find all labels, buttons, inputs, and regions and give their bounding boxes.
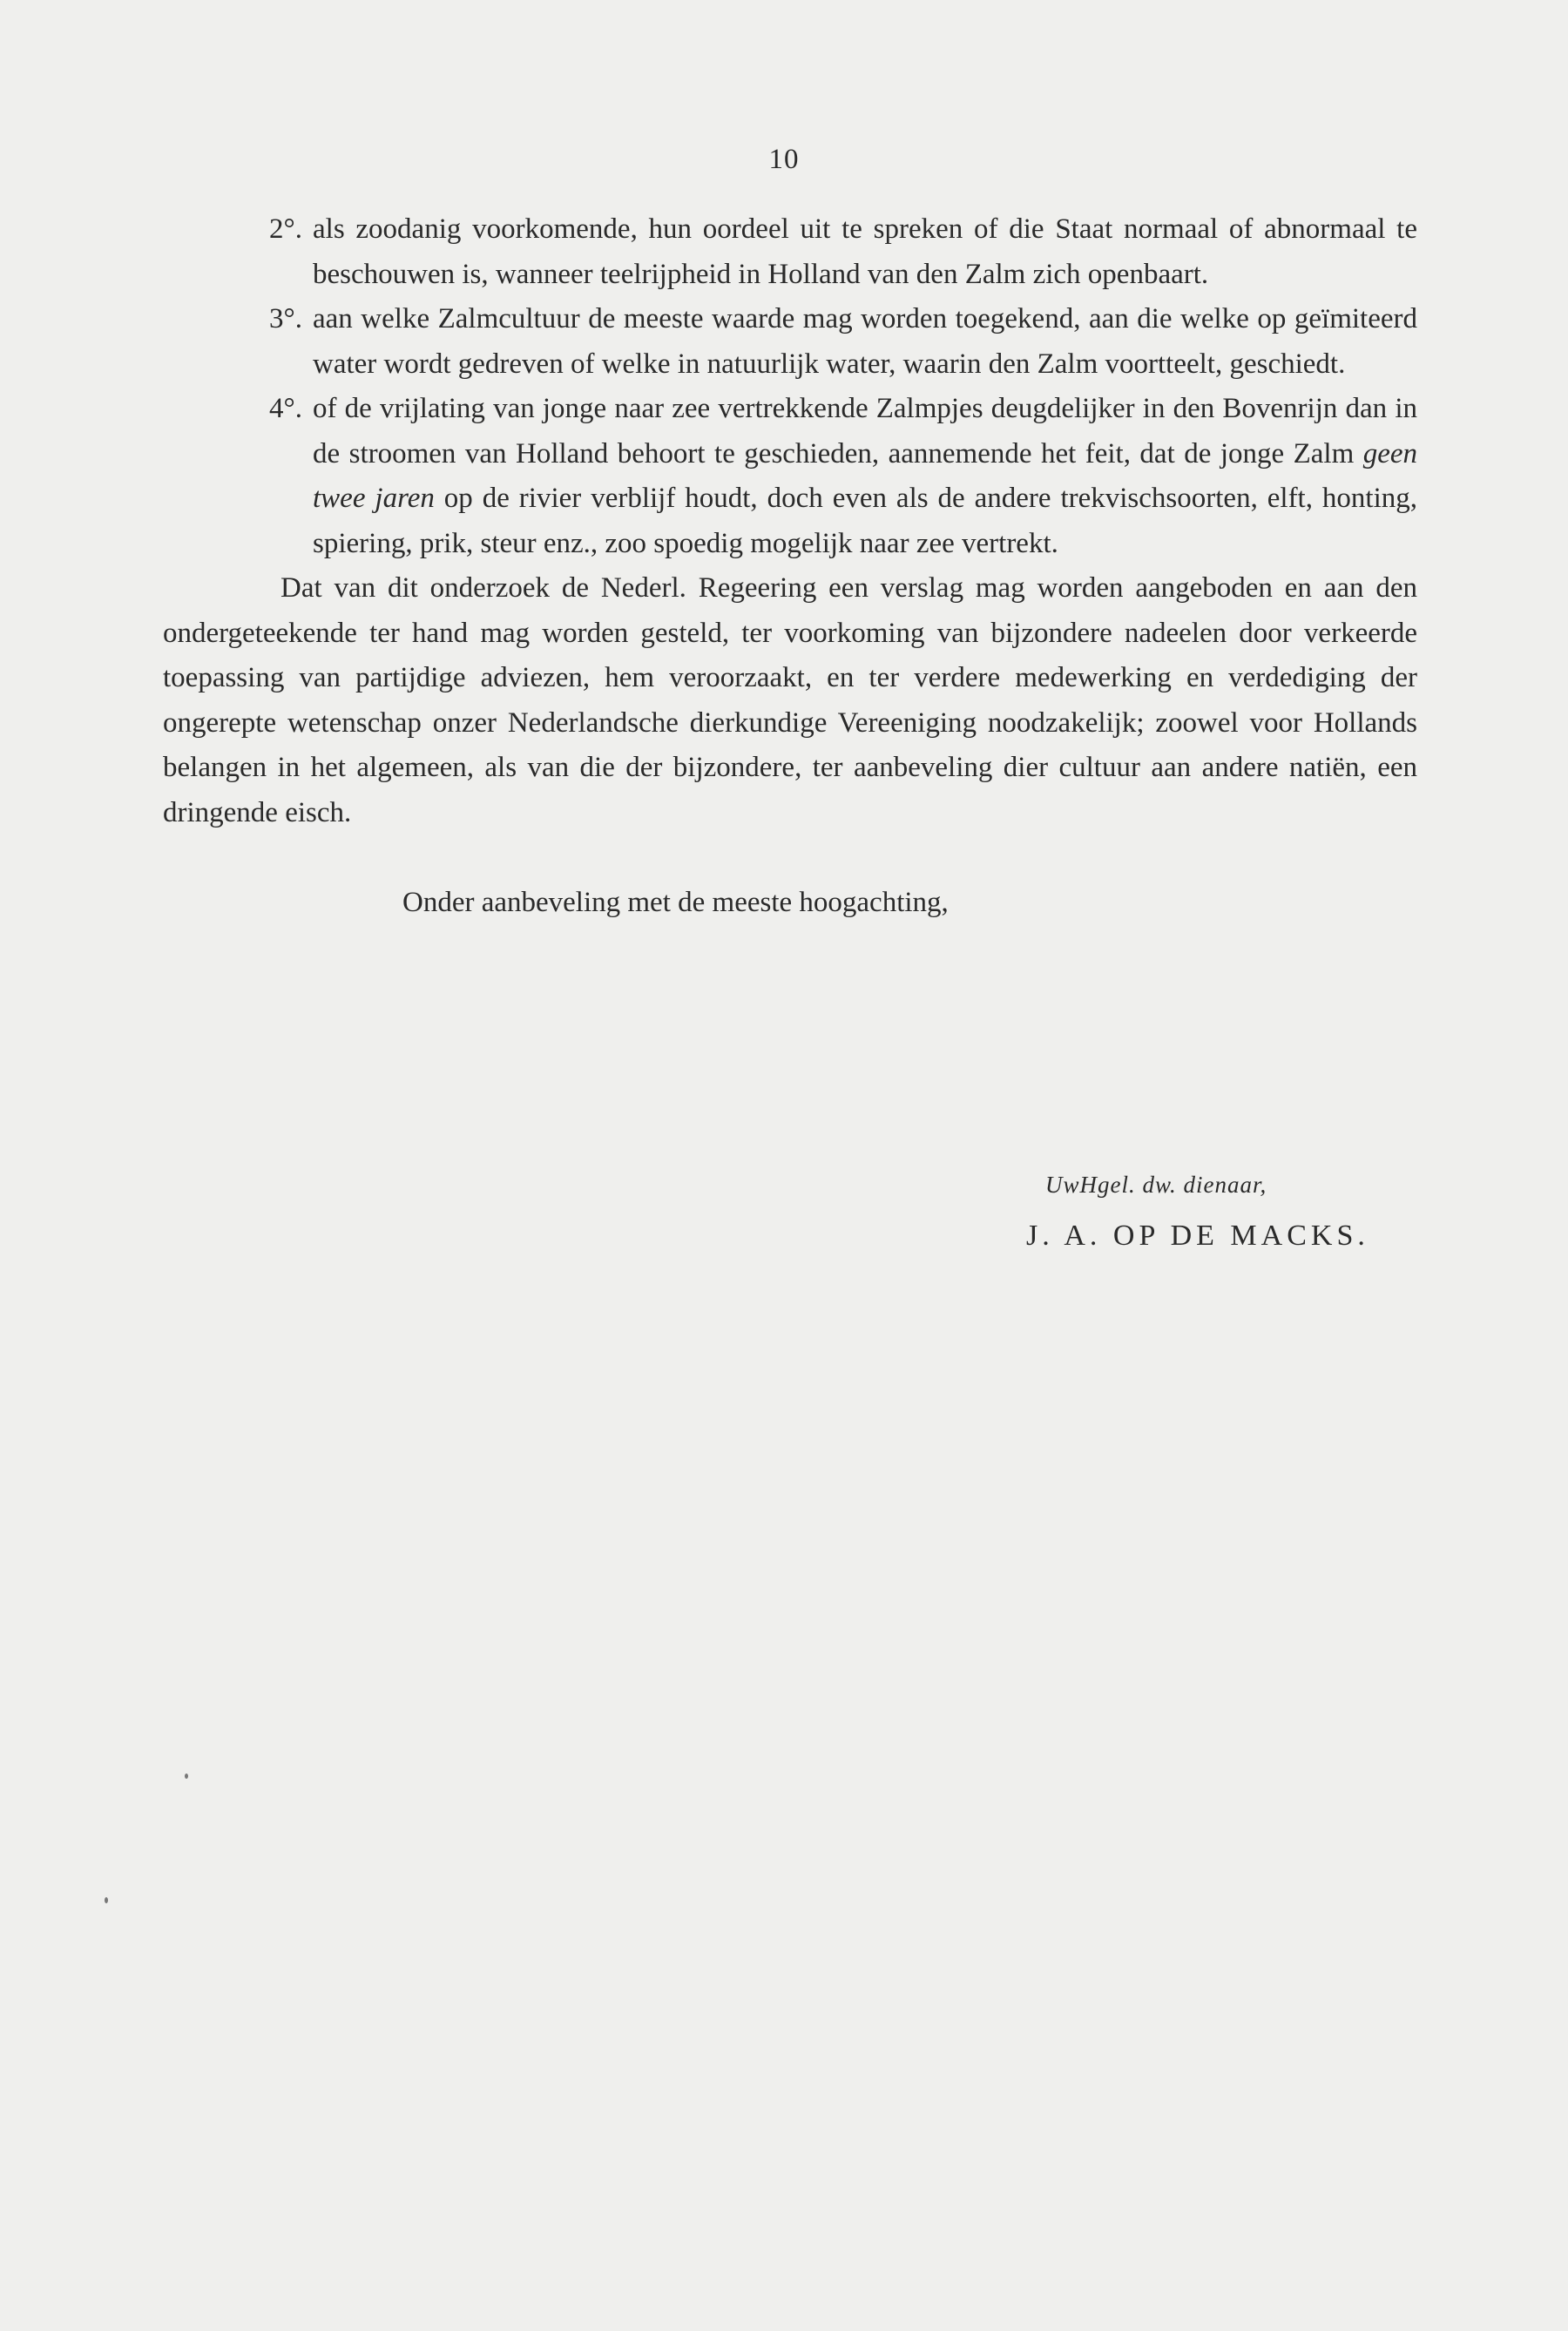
- closing-line: Onder aanbeveling met de meeste hoogachting,: [402, 887, 949, 918]
- document-body: [163, 207, 1417, 926]
- paper-speck: [105, 1897, 108, 1903]
- item-text: aan welke Zalmcultuur de meeste waarde mag worden toegekend, aan die welke op geïmiteerd water wordt gedreven of welke in natuurlijk water, waarin den Zalm voortteelt, geschiedt.: [313, 303, 1417, 380]
- item-text-after: op de rivier verblijf houdt, doch even als de andere trekvischsoorten, elft, honting, spiering, prik, steur enz., zoo spoedig mogelijk naar zee vertrekt.: [313, 483, 1417, 559]
- item-number: 4°.: [269, 393, 302, 424]
- body-paragraph: Dat van dit onderzoek de Nederl. Regeering een verslag mag worden aangeboden en aan den ondergeteekende ter hand mag worden gesteld, ter voorkoming van bijzondere nadeelen door verkeerde toepassing van partijdige adviezen, hem veroorzaakt, en ter verdere medewerking en verdediging der ongerepte wetenschap onzer Nederlandsche dierkundige Vereeniging noodzakelijk; zoowel voor Hollands belangen in het algemeen, als van die der bijzondere, ter aanbeveling dier cultuur aan andere natiën, een dringende eisch.: [163, 572, 1417, 828]
- signature-name: J. A. OP DE MACKS.: [1026, 1220, 1369, 1252]
- item-text: als zoodanig voorkomende, hun oordeel uit te spreken of die Staat normaal of abnormaal te beschouwen is, wanneer teelrijpheid in Holland van den Zalm zich openbaart.: [313, 213, 1417, 290]
- item-text: [313, 387, 1417, 566]
- page-number: 10: [768, 144, 800, 175]
- list-item: [163, 297, 1417, 387]
- item-text-italic: geen twee jaren: [313, 437, 1417, 514]
- item-number: 2°.: [269, 213, 302, 245]
- list-item: [163, 387, 1417, 566]
- sign-off: UwHgel. dw. dienaar,: [1045, 1172, 1267, 1198]
- item-text-before: of de vrijlating van jonge naar zee vertrekkende Zalmpjes deugdelijker in den Bovenrijn dan in de stroomen van Holland behoort te geschieden, aannemende het feit, dat de jonge Zalm: [313, 393, 1417, 470]
- list-item: [163, 207, 1417, 297]
- item-number: 3°.: [269, 303, 302, 334]
- paper-speck: [185, 1774, 188, 1779]
